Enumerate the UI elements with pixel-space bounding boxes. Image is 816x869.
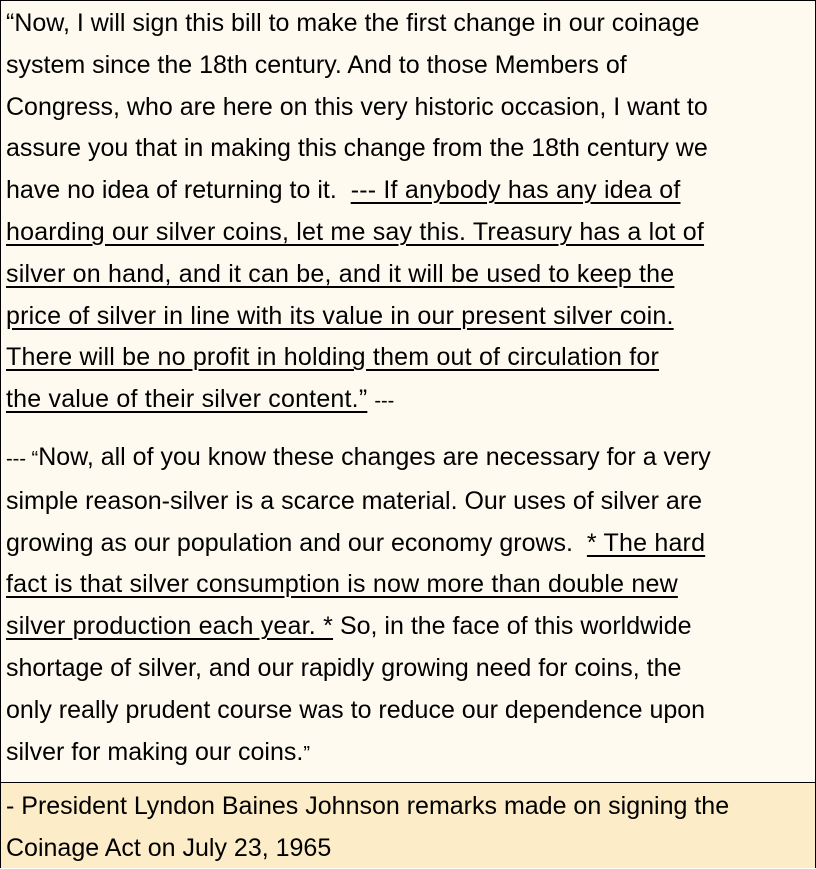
text-line: shortage of silver, and our rapidly growing need for coins, the [6, 653, 682, 682]
text-segment: have no idea of returning to it. [6, 176, 344, 205]
text-line [6, 296, 814, 338]
underlined-segment: * The hard [586, 528, 706, 557]
text-line [6, 379, 814, 423]
underlined-segment: There will be no profit in holding them out of circulation for [6, 343, 660, 372]
text-line [6, 337, 814, 379]
text-line [6, 437, 814, 481]
dash-marker: --- [374, 390, 395, 413]
text-line [6, 523, 814, 565]
attribution-text [6, 785, 812, 869]
underlined-segment: fact is that silver consumption is now more than double new [6, 570, 678, 599]
text-line: simple reason-silver is a scarce material. Our uses of silver are [6, 486, 703, 515]
text-line: Congress, who are here on this very historic occasion, I want to [6, 92, 708, 121]
text-line: assure you that in making this change from the 18th century we [6, 134, 708, 163]
text-segment: So, in the face of this worldwide [333, 612, 692, 641]
underlined-segment: hoarding our silver coins, let me say this. Treasury has a lot of [6, 217, 705, 246]
text-line: “Now, I will sign this bill to make the first change in our coinage [6, 9, 700, 37]
closing-quote-mark: ” [303, 742, 310, 765]
text-line [6, 732, 814, 776]
underlined-segment: price of silver in line with its value in our present silver coin. [6, 301, 674, 330]
caption-line: Coinage Act on July 23, 1965 [6, 834, 332, 862]
underlined-segment: --- If anybody has any idea of [350, 176, 681, 205]
underlined-segment: silver production each year. * [6, 612, 334, 641]
text-segment: Now, all of you know these changes are necessary for a very [38, 443, 711, 471]
attribution-caption [1, 782, 815, 868]
text-line: system since the 18th century. And to those Members of [6, 50, 627, 79]
text-line [6, 170, 814, 212]
text-line [6, 606, 814, 648]
text-line [6, 212, 814, 254]
quote-paragraph-2 [6, 437, 814, 775]
underlined-segment: silver on hand, and it can be, and it will be used to keep the [6, 259, 675, 288]
text-line [6, 564, 814, 606]
text-line [6, 254, 814, 296]
text-segment: silver for making our coins. [6, 737, 304, 766]
caption-line: - President Lyndon Baines Johnson remarks made on signing the [6, 792, 730, 820]
quote-section [1, 1, 815, 782]
quote-paragraph-1 [6, 3, 814, 423]
text-line: only really prudent course was to reduce our dependence upon [6, 695, 706, 724]
underlined-segment: the value of their silver content.” [6, 385, 368, 414]
dash-marker: --- “ [6, 448, 39, 470]
text-segment: growing as our population and our economy grows. [6, 528, 580, 557]
